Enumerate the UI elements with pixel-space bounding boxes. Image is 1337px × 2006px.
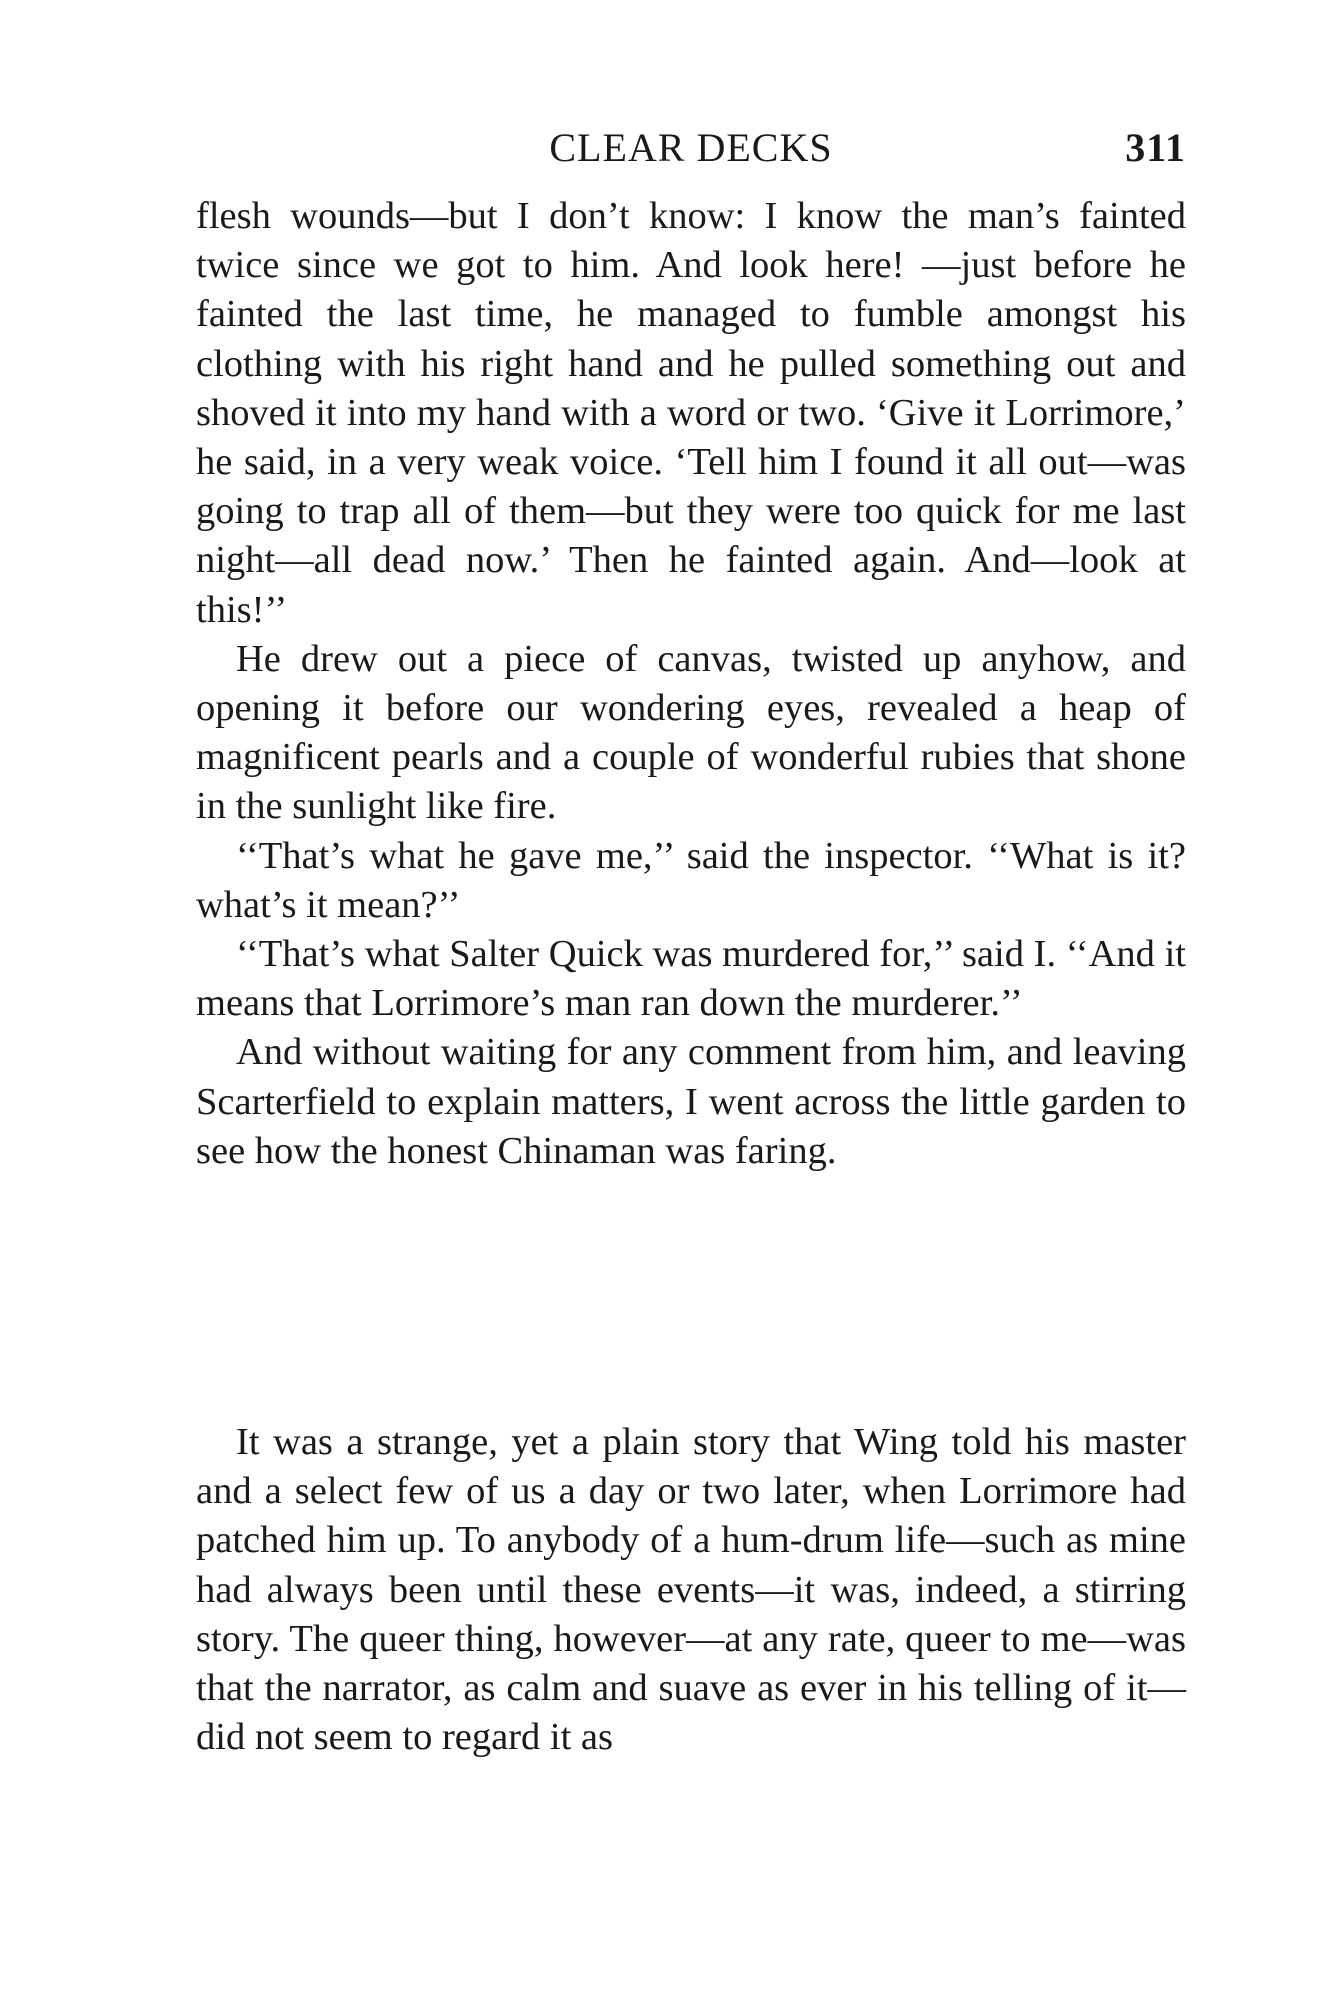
paragraph: He drew out a piece of canvas, twisted up anyhow, and opening it before our wondering eyes, revealed a heap of magnificent pearls and a couple of wonderful rubies that shone in the sunlight like fire. xyxy=(196,637,1186,828)
text-block-lower xyxy=(196,1418,1186,1762)
running-head xyxy=(196,124,1186,178)
paragraph-continued: flesh wounds—but I don’t know: I know the man’s fainted twice since we got to him. And look here! —just before he fainted the last time, he managed to fumble amongst his clothing with his right hand and he pulled something out and shoved it into my hand with a word or two. ‘Give it Lorrimore,’ he said, in a very weak voice. ‘Tell him I found it all out—was going to trap all of them—but they were too quick for me last night—all dead now.’ Then he fainted again. And—look at this!’’ xyxy=(196,195,1186,631)
text-block-upper xyxy=(196,192,1186,1176)
paragraph: ‘‘That’s what Salter Quick was murdered for,’’ said I. ‘‘And it means that Lorrimore’s man ran down the murderer.’’ xyxy=(196,933,1186,1025)
paragraph: And without waiting for any comment from him, and leaving Scarterfield to explain matters, I went across the little garden to see how the honest Chinaman was faring. xyxy=(196,1031,1186,1172)
running-title: CLEAR DECKS xyxy=(549,125,833,170)
paragraph: ‘‘That’s what he gave me,’’ said the inspector. ‘‘What is it? what’s it mean?’’ xyxy=(196,834,1186,926)
page-number: 311 xyxy=(1125,125,1186,170)
paragraph-section-start: It was a strange, yet a plain story that Wing told his master and a select few of us a day or two later, when Lorrimore had patched him up. To anybody of a hum-drum life—such as mine had always been until these events—it was, indeed, a stirring story. The queer thing, however—at any rate, queer to me—was that the narrator, as calm and suave as ever in his telling of it—did not seem to regard it as xyxy=(196,1421,1186,1759)
